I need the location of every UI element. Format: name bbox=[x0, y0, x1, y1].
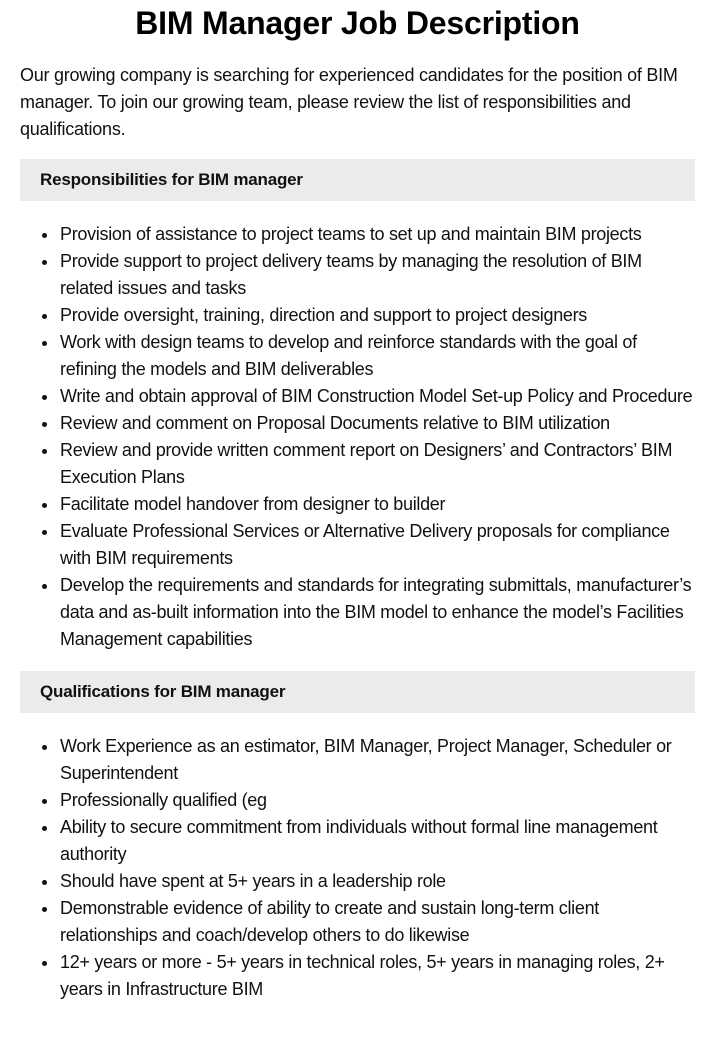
list-item: Professionally qualified (eg bbox=[60, 787, 695, 814]
list-item: Develop the requirements and standards for integrating submittals, manufacturer’s data and as-built information into the BIM model to enhance the model’s Facilities Management capabilities bbox=[60, 572, 695, 653]
list-item: Provide support to project delivery teams by managing the resolution of BIM related issues and tasks bbox=[60, 248, 695, 302]
list-item: Evaluate Professional Services or Alternative Delivery proposals for compliance with BIM requirements bbox=[60, 518, 695, 572]
list-item: Provision of assistance to project teams to set up and maintain BIM projects bbox=[60, 221, 695, 248]
list-item: Ability to secure commitment from individuals without formal line management authority bbox=[60, 814, 695, 868]
section-heading: Qualifications for BIM manager bbox=[20, 671, 695, 713]
list-item: Write and obtain approval of BIM Construction Model Set-up Policy and Procedure bbox=[60, 383, 695, 410]
list-item: Demonstrable evidence of ability to create and sustain long-term client relationships and coach/develop others to do likewise bbox=[60, 895, 695, 949]
list-item: Work with design teams to develop and reinforce standards with the goal of refining the models and BIM deliverables bbox=[60, 329, 695, 383]
responsibilities-section bbox=[20, 159, 695, 653]
qualifications-list bbox=[20, 733, 695, 1003]
list-item: Review and comment on Proposal Documents relative to BIM utilization bbox=[60, 410, 695, 437]
page-title: BIM Manager Job Description bbox=[135, 5, 580, 41]
intro-paragraph: Our growing company is searching for experienced candidates for the position of BIM manager. To join our growing team, please review the list of responsibilities and qualifications. bbox=[20, 65, 678, 139]
list-item: Facilitate model handover from designer to builder bbox=[60, 491, 695, 518]
list-item: 12+ years or more - 5+ years in technical roles, 5+ years in managing roles, 2+ years in Infrastructure BIM bbox=[60, 949, 695, 1003]
responsibilities-list bbox=[20, 221, 695, 653]
section-heading: Responsibilities for BIM manager bbox=[20, 159, 695, 201]
list-item: Provide oversight, training, direction and support to project designers bbox=[60, 302, 695, 329]
list-item: Should have spent at 5+ years in a leadership role bbox=[60, 868, 695, 895]
list-item: Review and provide written comment report on Designers’ and Contractors’ BIM Execution Plans bbox=[60, 437, 695, 491]
qualifications-section bbox=[20, 671, 695, 1003]
list-item: Work Experience as an estimator, BIM Manager, Project Manager, Scheduler or Superintendent bbox=[60, 733, 695, 787]
